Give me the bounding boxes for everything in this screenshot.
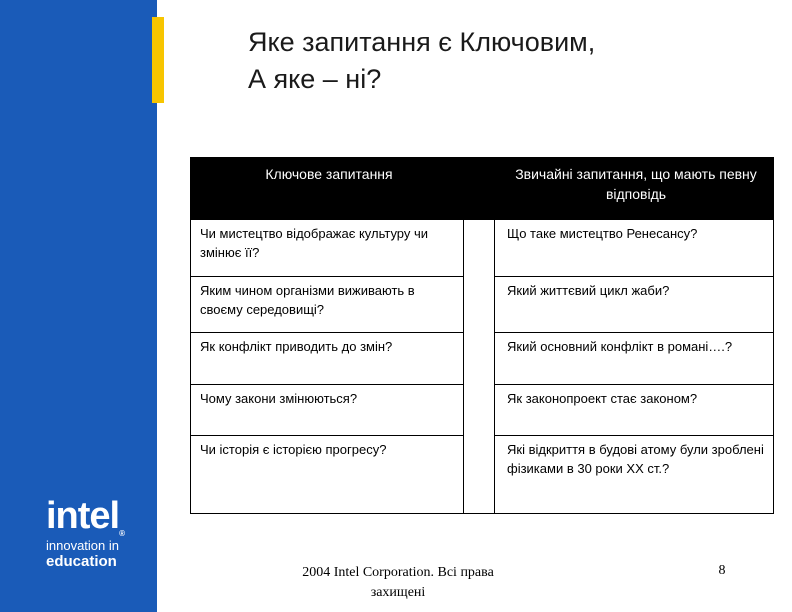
ordinary-question-cell: Що таке мистецтво Ренесансу? [507,226,698,241]
header-key-questions: Ключове запитання [265,166,393,182]
intel-wordmark: intel® [46,495,125,538]
ordinary-question-cell: Який основний конфлікт в романі….? [507,339,733,354]
slide-title [248,24,595,98]
key-question-cell: Чи історія є історією прогресу? [200,442,387,457]
ordinary-question-cell: Які відкриття в будові атому були зроблені фізиками в 30 роки ХХ ст.? [507,442,764,476]
header-ordinary-questions: Звичайні запитання, що мають певну відповідь [515,166,757,202]
intel-logo [46,496,154,570]
copyright-footer: 2004 Intel Corporation. Всі права захищені [302,565,494,600]
title-line-2: А яке – ні? [248,64,382,94]
logo-tagline-2: education [46,553,117,570]
page-number: 8 [718,563,726,578]
column-spacer [463,220,495,513]
yellow-accent-bar [152,17,164,103]
key-question-cell: Яким чином організми виживають в своєму середовищі? [200,283,415,317]
key-question-cell: Чому закони змінюються? [200,391,358,406]
title-line-1: Яке запитання є Ключовим, [248,27,596,57]
logo-tagline-1: innovation in [46,538,119,553]
key-question-cell: Як конфлікт приводить до змін? [200,339,393,354]
key-question-cell: Чи мистецтво відображає культуру чи змінює її? [200,226,429,260]
ordinary-question-cell: Який життєвий цикл жаби? [507,283,670,298]
table-header [191,158,773,220]
ordinary-question-cell: Як законопроект стає законом? [507,391,698,406]
questions-table [190,157,774,514]
